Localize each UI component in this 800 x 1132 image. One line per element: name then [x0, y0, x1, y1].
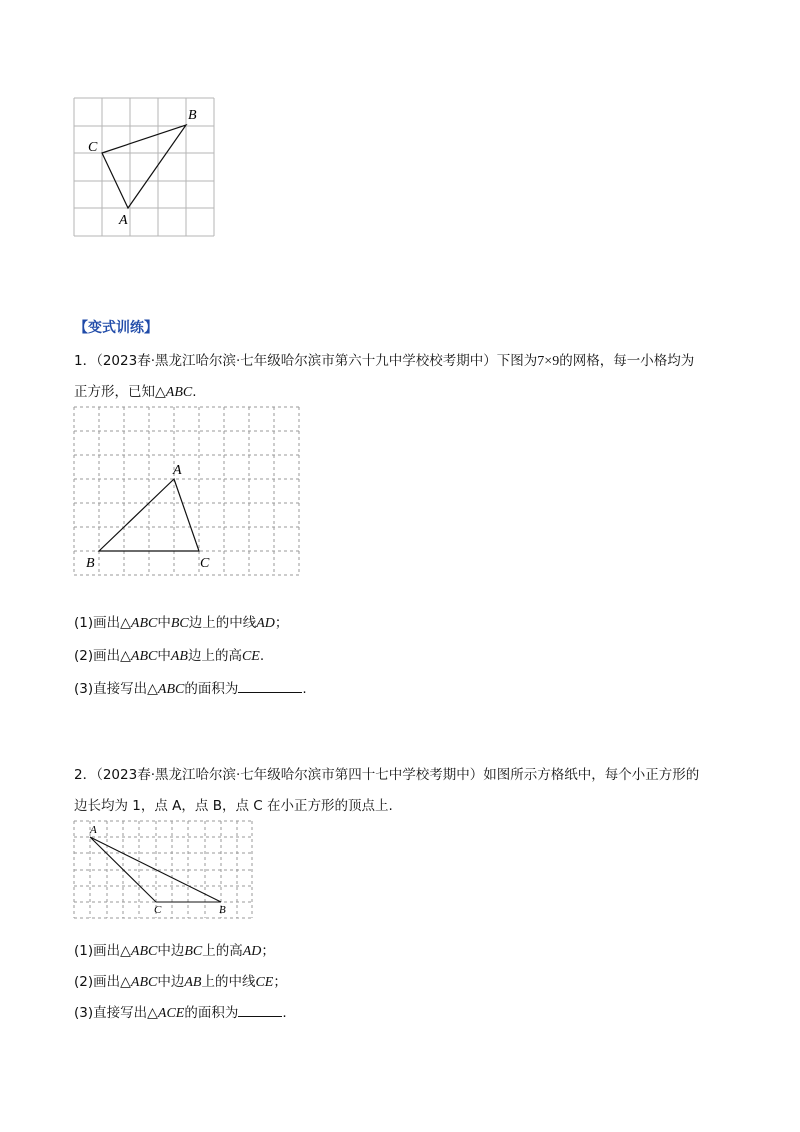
- triangle-abc: [102, 125, 186, 208]
- label-b: B: [86, 556, 95, 571]
- q1-part-1: [74, 611, 288, 632]
- part-end: ；: [273, 974, 287, 990]
- section-title: 【变式训练】: [74, 320, 158, 336]
- part-end: .: [282, 1005, 287, 1021]
- answer-blank[interactable]: [238, 1004, 282, 1017]
- q1-part-3: [74, 677, 307, 698]
- part-rest: 边上的高: [187, 648, 242, 664]
- part-label: (1)画出: [74, 943, 121, 959]
- part-rest: 的面积为: [184, 1005, 239, 1021]
- q2-stem-a: 如图所示方格纸中，每个小正方形的: [483, 767, 700, 783]
- part-name: AD: [242, 944, 262, 959]
- q1-stem-line2-b: .: [192, 384, 197, 400]
- figure-1-grid: [66, 90, 226, 242]
- part-mid: 中边: [157, 974, 185, 990]
- label-c: C: [154, 904, 162, 916]
- q1-stem-b: 的网格，每一小格均为: [559, 353, 695, 369]
- q1-stem-line2-a: 正方形，已知: [74, 384, 155, 400]
- part-mid: 中: [157, 648, 171, 664]
- q1-stem-line2: [74, 380, 197, 401]
- q2-part-1: [74, 939, 275, 960]
- part-name: AD: [256, 616, 275, 631]
- answer-blank[interactable]: [238, 680, 302, 693]
- part-mid: 中: [157, 615, 171, 631]
- figure-q1-grid: [66, 400, 306, 580]
- q2-number: 2．: [74, 767, 97, 783]
- label-c: C: [88, 140, 98, 155]
- q1-stem-line1: [74, 349, 694, 370]
- part-rest: 的面积为: [184, 681, 239, 697]
- figure-q2-grid: [68, 816, 258, 924]
- label-b: B: [188, 108, 197, 123]
- q1-triangle: △ABC: [155, 385, 193, 400]
- part-end: ；: [261, 943, 275, 959]
- part-triangle: △ABC: [120, 975, 158, 990]
- q1-grid-size: 7×9: [537, 354, 560, 369]
- q1-source: （2023春·黑龙江哈尔滨·七年级哈尔滨市第六十九中学校校考期中）: [96, 353, 497, 369]
- part-triangle: △ABC: [147, 682, 185, 697]
- part-rest: 边上的中线: [188, 615, 257, 631]
- q2-source: （2023春·黑龙江哈尔滨·七年级哈尔滨市第四十七中学校考期中）: [96, 767, 484, 783]
- label-a: A: [119, 213, 128, 228]
- part-segment: AB: [170, 649, 188, 664]
- part-rest: 上的中线: [201, 974, 256, 990]
- part-triangle: △ABC: [120, 944, 158, 959]
- label-b: B: [219, 904, 226, 916]
- part-segment: BC: [170, 616, 189, 631]
- part-mid: 中边: [157, 943, 185, 959]
- part-end: .: [259, 648, 265, 664]
- part-rest: 上的高: [202, 943, 243, 959]
- q2-part-3: [74, 1001, 287, 1022]
- part-label: (2)画出: [74, 974, 121, 990]
- part-label: (2)画出: [74, 648, 121, 664]
- label-a: A: [90, 824, 97, 836]
- q2-stem-line1: [74, 763, 699, 783]
- part-name: CE: [241, 649, 260, 664]
- part-label: (3)直接写出: [74, 681, 148, 697]
- part-label: (1)画出: [74, 615, 121, 631]
- part-triangle: △ACE: [147, 1006, 185, 1021]
- q2-stem-line2: 边长均为 1，点 A，点 B，点 C 在小正方形的顶点上.: [74, 798, 393, 814]
- label-a: A: [173, 463, 182, 478]
- q2-stem-line2: [74, 794, 393, 814]
- q1-stem-a: 下图为: [496, 353, 538, 369]
- q1-part-2: [74, 644, 264, 665]
- q2-part-2: [74, 970, 287, 991]
- part-label: (3)直接写出: [74, 1005, 148, 1021]
- label-c: C: [200, 556, 210, 571]
- part-segment: BC: [184, 944, 203, 959]
- part-triangle: △ABC: [120, 649, 158, 664]
- q1-number: 1．: [74, 353, 97, 369]
- part-name: CE: [255, 975, 274, 990]
- part-end: ；: [274, 615, 289, 631]
- part-end: .: [302, 681, 307, 697]
- part-segment: AB: [184, 975, 202, 990]
- part-triangle: △ABC: [120, 616, 158, 631]
